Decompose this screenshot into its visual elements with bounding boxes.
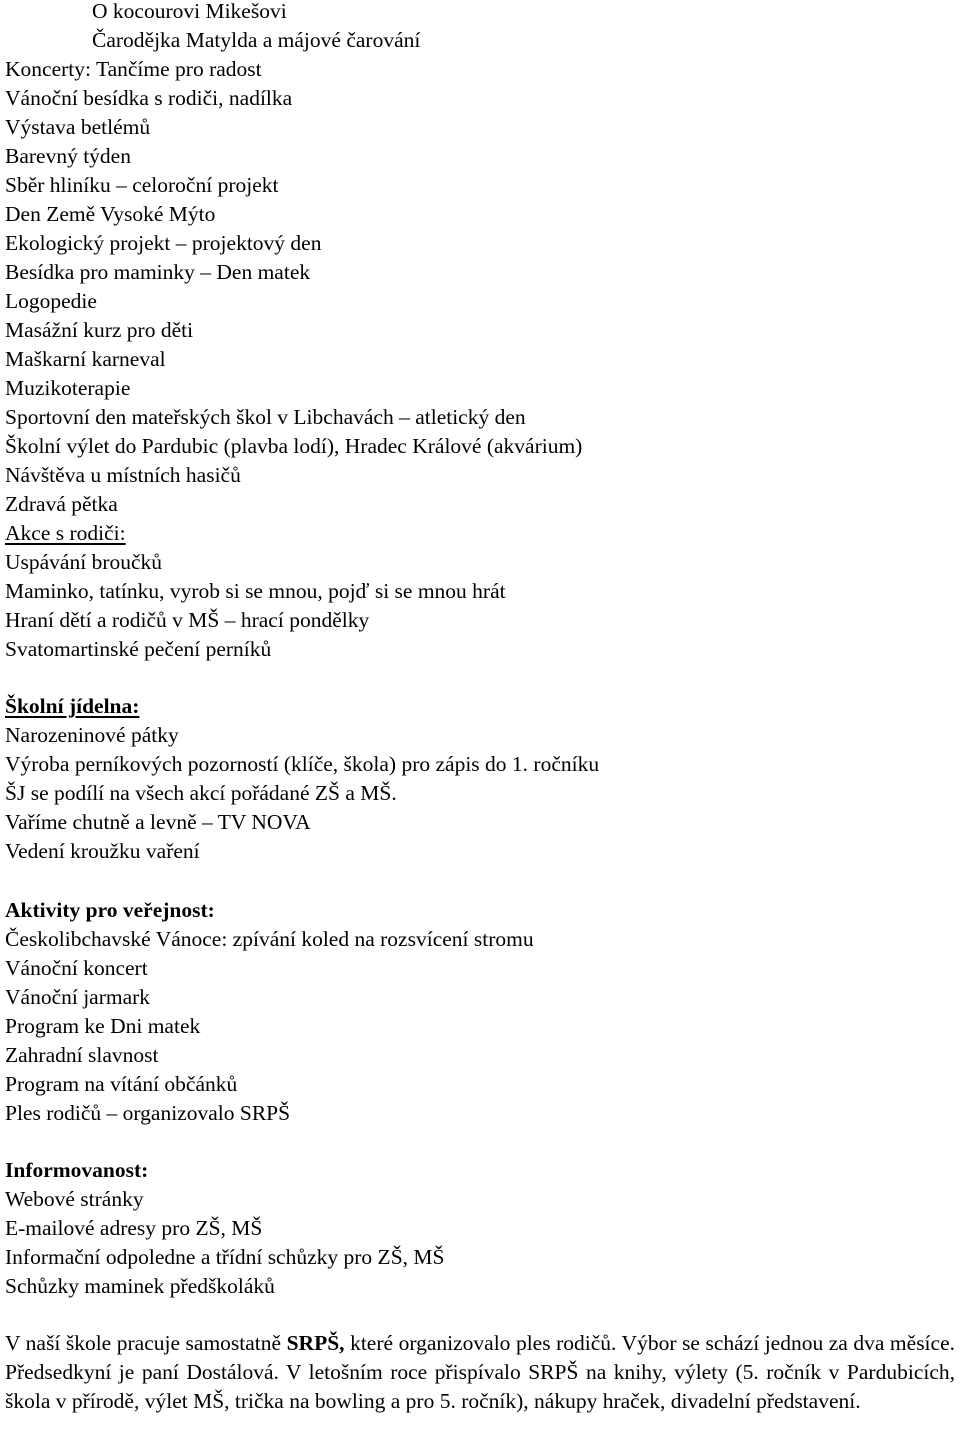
- list-item: Program na vítání občánků: [5, 1072, 238, 1096]
- list-item: Ekologický projekt – projektový den: [5, 231, 322, 255]
- closing-paragraph-text: V naší škole pracuje samostatně: [5, 1331, 287, 1355]
- list-item: Narozeninové pátky: [5, 723, 179, 747]
- list-item: Logopedie: [5, 289, 97, 313]
- section-heading-canteen: Školní jídelna:: [5, 694, 140, 718]
- list-item: Ples rodičů – organizovalo SRPŠ: [5, 1101, 291, 1125]
- top-item: O kocourovi Mikešovi: [92, 0, 287, 23]
- list-item: Webové stránky: [5, 1187, 144, 1211]
- section-heading-info: Informovanost:: [5, 1158, 149, 1182]
- list-item: Besídka pro maminky – Den matek: [5, 260, 311, 284]
- section-heading-public: Aktivity pro veřejnost:: [5, 898, 215, 922]
- list-item: Vánoční jarmark: [5, 985, 151, 1009]
- closing-paragraph-text: které organizovalo ples rodičů. Výbor se schází jednou za dva měsíce. Předsedkyní je paní Dostálová. V letošním roce přispívalo SRPŠ na knihy, výlety (5. ročník v Pardubicích, škola v přírodě, výlet MŠ, trička na bowling a pro 5. ročník), nákupy hraček, divadelní představení.: [5, 1331, 955, 1413]
- list-item: Českolibchavské Vánoce: zpívání koled na rozsvícení stromu: [5, 927, 534, 951]
- list-item: Sběr hliníku – celoroční projekt: [5, 173, 279, 197]
- list-item: Hraní dětí a rodičů v MŠ – hrací pondělky: [5, 608, 370, 632]
- top-item: Čarodějka Matylda a májové čarování: [92, 28, 421, 52]
- list-item: Vánoční besídka s rodiči, nadílka: [5, 86, 293, 110]
- list-item: Návštěva u místních hasičů: [5, 463, 241, 487]
- list-item: Vedení kroužku vaření: [5, 839, 200, 863]
- list-item: Zdravá pětka: [5, 492, 118, 516]
- list-item: Maškarní karneval: [5, 347, 166, 371]
- list-item: Výstava betlémů: [5, 115, 151, 139]
- list-item: Výroba perníkových pozorností (klíče, škola) pro zápis do 1. ročníku: [5, 752, 600, 776]
- list-item: Koncerty: Tančíme pro radost: [5, 57, 262, 81]
- list-item: E-mailové adresy pro ZŠ, MŠ: [5, 1216, 263, 1240]
- list-item: Uspávání broučků: [5, 550, 163, 574]
- list-item: Vaříme chutně a levně – TV NOVA: [5, 810, 311, 834]
- list-item: Program ke Dni matek: [5, 1014, 201, 1038]
- list-item: Schůzky maminek předškoláků: [5, 1274, 275, 1298]
- list-item: ŠJ se podílí na všech akcí pořádané ZŠ a MŠ.: [5, 781, 397, 805]
- list-item: Informační odpoledne a třídní schůzky pro ZŠ, MŠ: [5, 1245, 445, 1269]
- list-item: Vánoční koncert: [5, 956, 148, 980]
- list-item: Maminko, tatínku, vyrob si se mnou, pojď si se mnou hrát: [5, 579, 506, 603]
- list-item: Muzikoterapie: [5, 376, 131, 400]
- list-item: Den Země Vysoké Mýto: [5, 202, 216, 226]
- section-heading-parents: Akce s rodiči:: [5, 521, 126, 545]
- list-item: Zahradní slavnost: [5, 1043, 159, 1067]
- list-item: Masážní kurz pro děti: [5, 318, 194, 342]
- closing-paragraph: [5, 1329, 955, 1416]
- list-item: Barevný týden: [5, 144, 131, 168]
- srps-label: SRPŠ,: [286, 1331, 345, 1355]
- list-item: Sportovní den mateřských škol v Libchavách – atletický den: [5, 405, 526, 429]
- list-item: Svatomartinské pečení perníků: [5, 637, 272, 661]
- list-item: Školní výlet do Pardubic (plavba lodí), Hradec Králové (akvárium): [5, 434, 583, 458]
